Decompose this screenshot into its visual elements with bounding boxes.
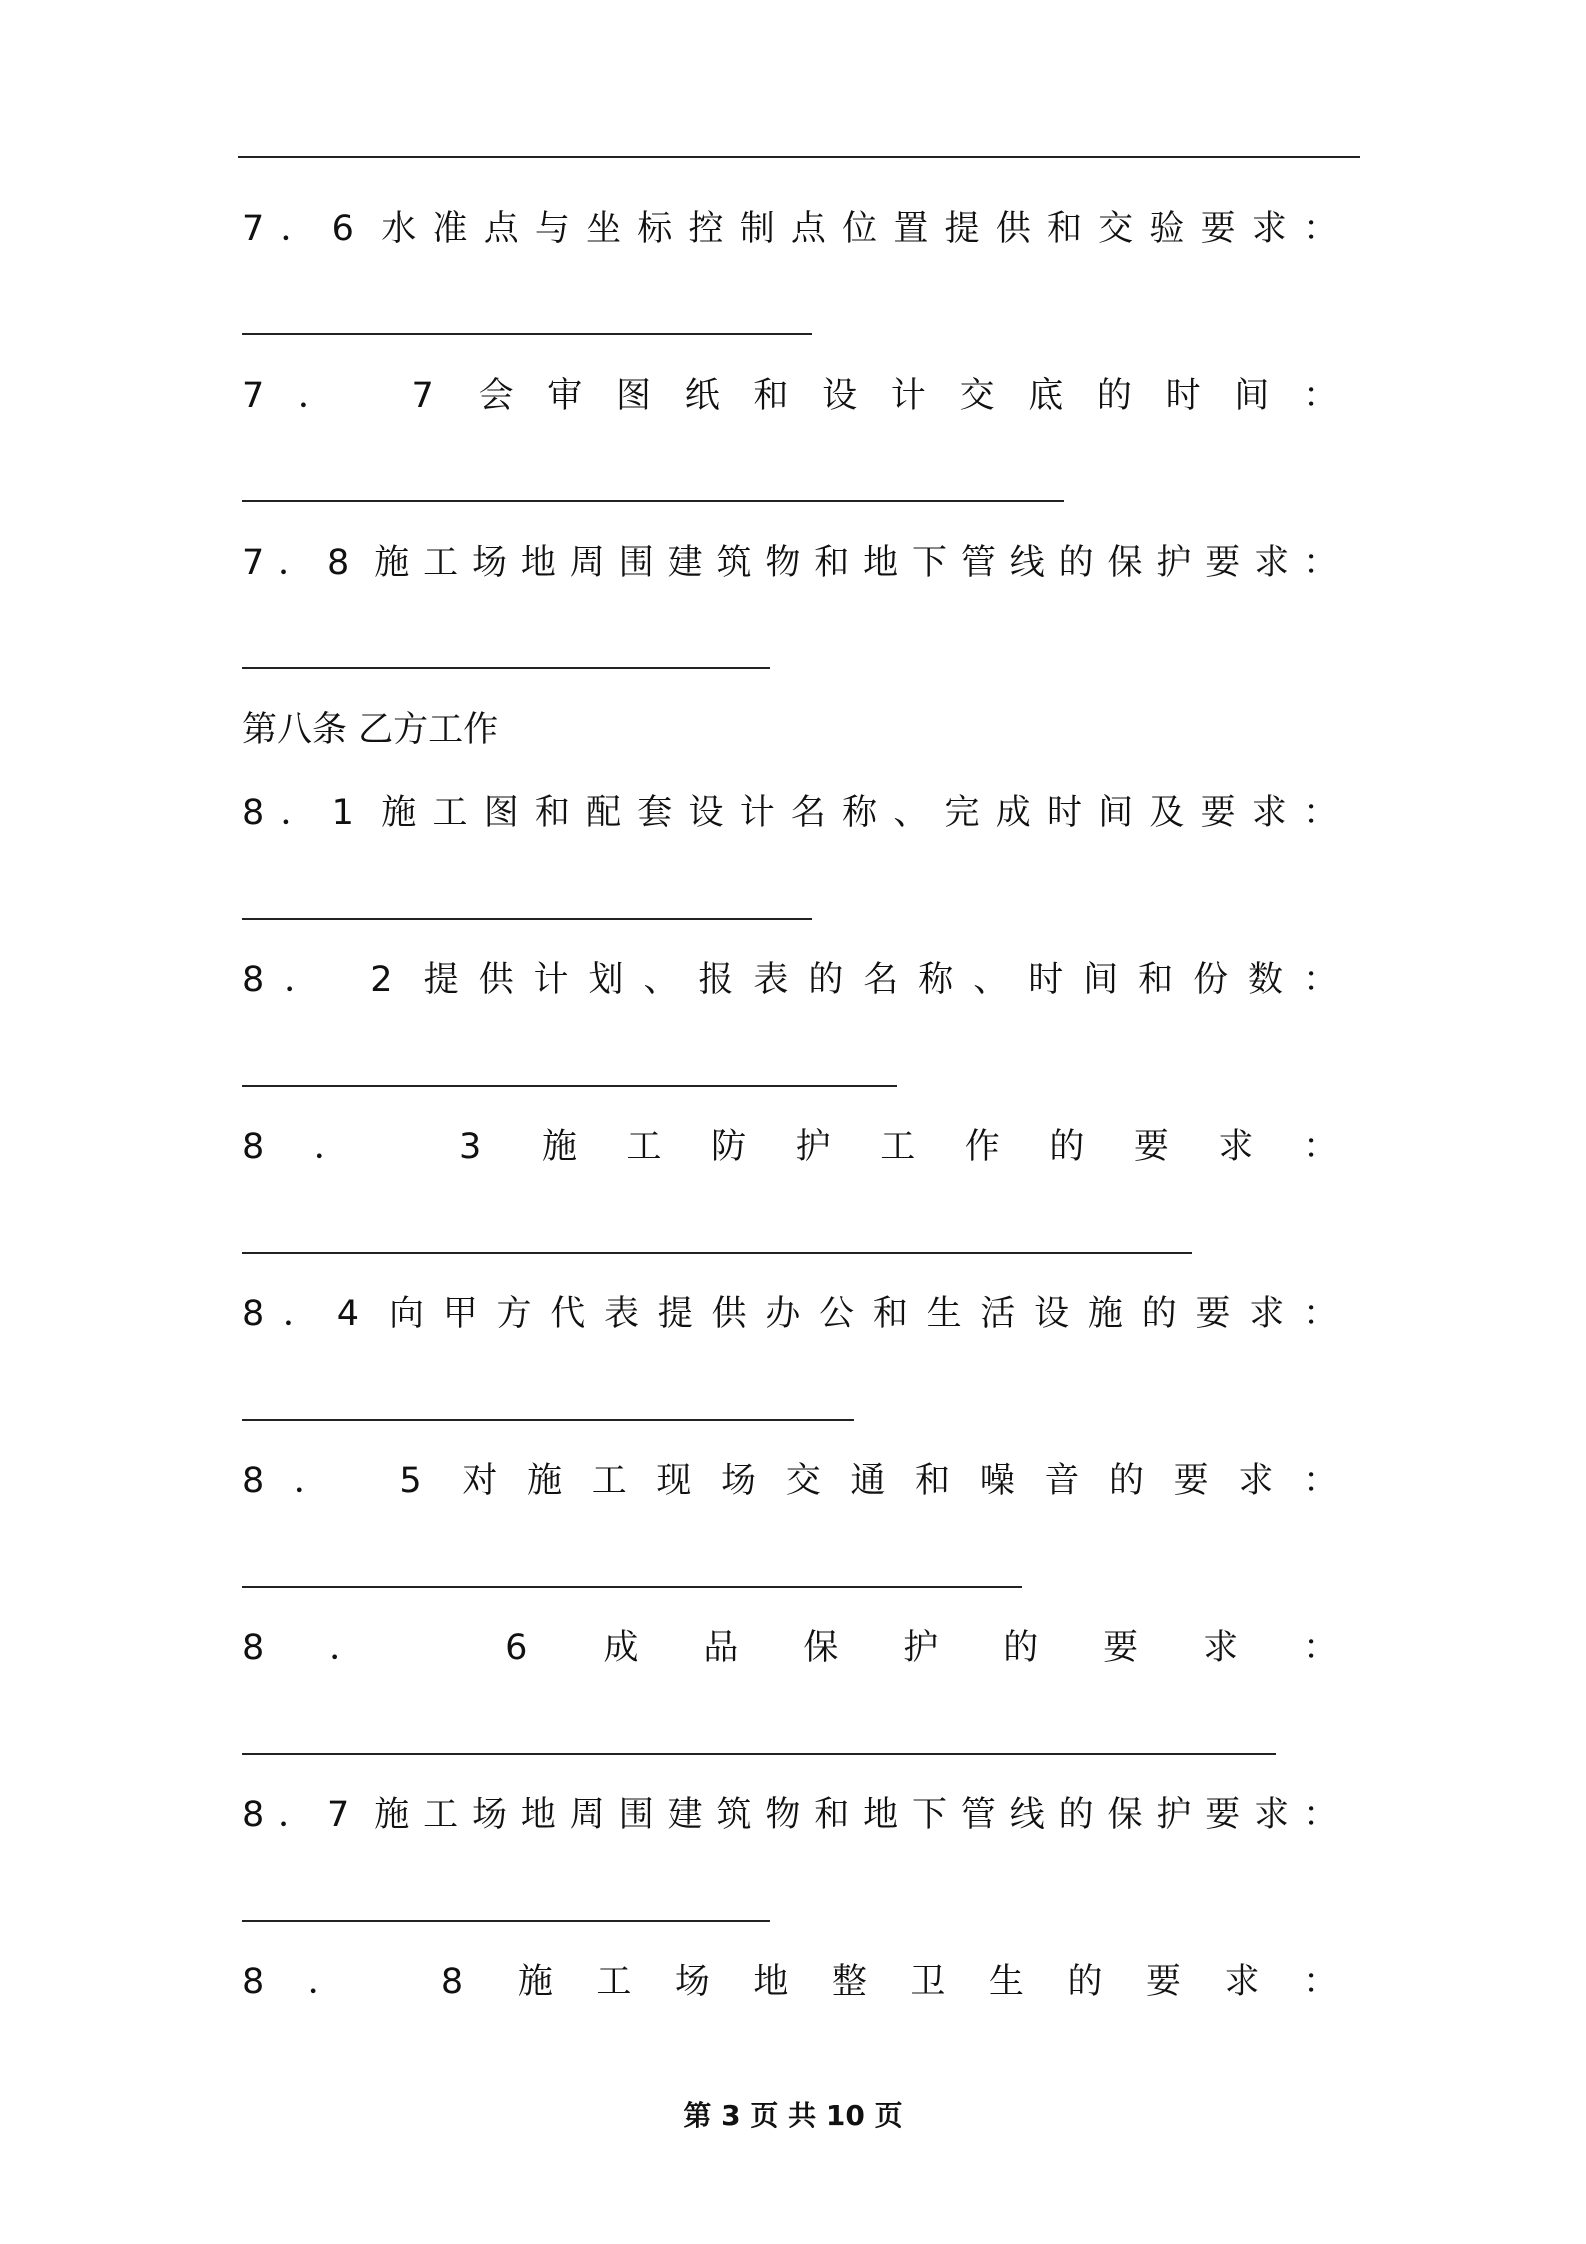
clause-8-5: 8． 5 对施工现场交通和噪音的要求： xyxy=(242,1461,1338,1501)
fill-in-blank-8-1 xyxy=(242,918,812,920)
section-heading: 第八条 乙方工作 xyxy=(242,710,499,750)
fill-in-blank-8-4 xyxy=(242,1419,854,1421)
fill-in-blank-7-8 xyxy=(242,667,770,669)
clause-8-3: 8． 3 施工防护工作的要求： xyxy=(242,1127,1338,1167)
clause-8-1: 8．1 施工图和配套设计名称、完成时间及要求： xyxy=(242,793,1338,833)
fill-in-blank-7-6 xyxy=(242,333,812,335)
clause-7-7: 7． 7 会审图纸和设计交底的时间： xyxy=(242,376,1338,416)
fill-in-blank-8-6 xyxy=(242,1753,1276,1755)
clause-7-6: 7．6 水准点与坐标控制点位置提供和交验要求： xyxy=(242,209,1338,249)
clause-7-8: 7．8 施工场地周围建筑物和地下管线的保护要求： xyxy=(242,543,1338,583)
clause-8-7: 8．7 施工场地周围建筑物和地下管线的保护要求： xyxy=(242,1795,1338,1835)
clause-8-6: 8． 6 成品保护的要求： xyxy=(242,1628,1338,1668)
clause-8-2: 8． 2 提供计划、报表的名称、时间和份数： xyxy=(242,960,1338,1000)
clause-8-8: 8． 8 施工场地整卫生的要求： xyxy=(242,1962,1338,2002)
fill-in-blank-8-2 xyxy=(242,1085,897,1087)
header-rule xyxy=(238,156,1360,158)
page-footer: 第 3 页 共 10 页 xyxy=(683,2099,903,2132)
fill-in-blank-7-7 xyxy=(242,500,1064,502)
fill-in-blank-8-7 xyxy=(242,1920,770,1922)
fill-in-blank-8-5 xyxy=(242,1586,1022,1588)
fill-in-blank-8-3 xyxy=(242,1252,1192,1254)
clause-8-4: 8．4 向甲方代表提供办公和生活设施的要求： xyxy=(242,1294,1338,1334)
